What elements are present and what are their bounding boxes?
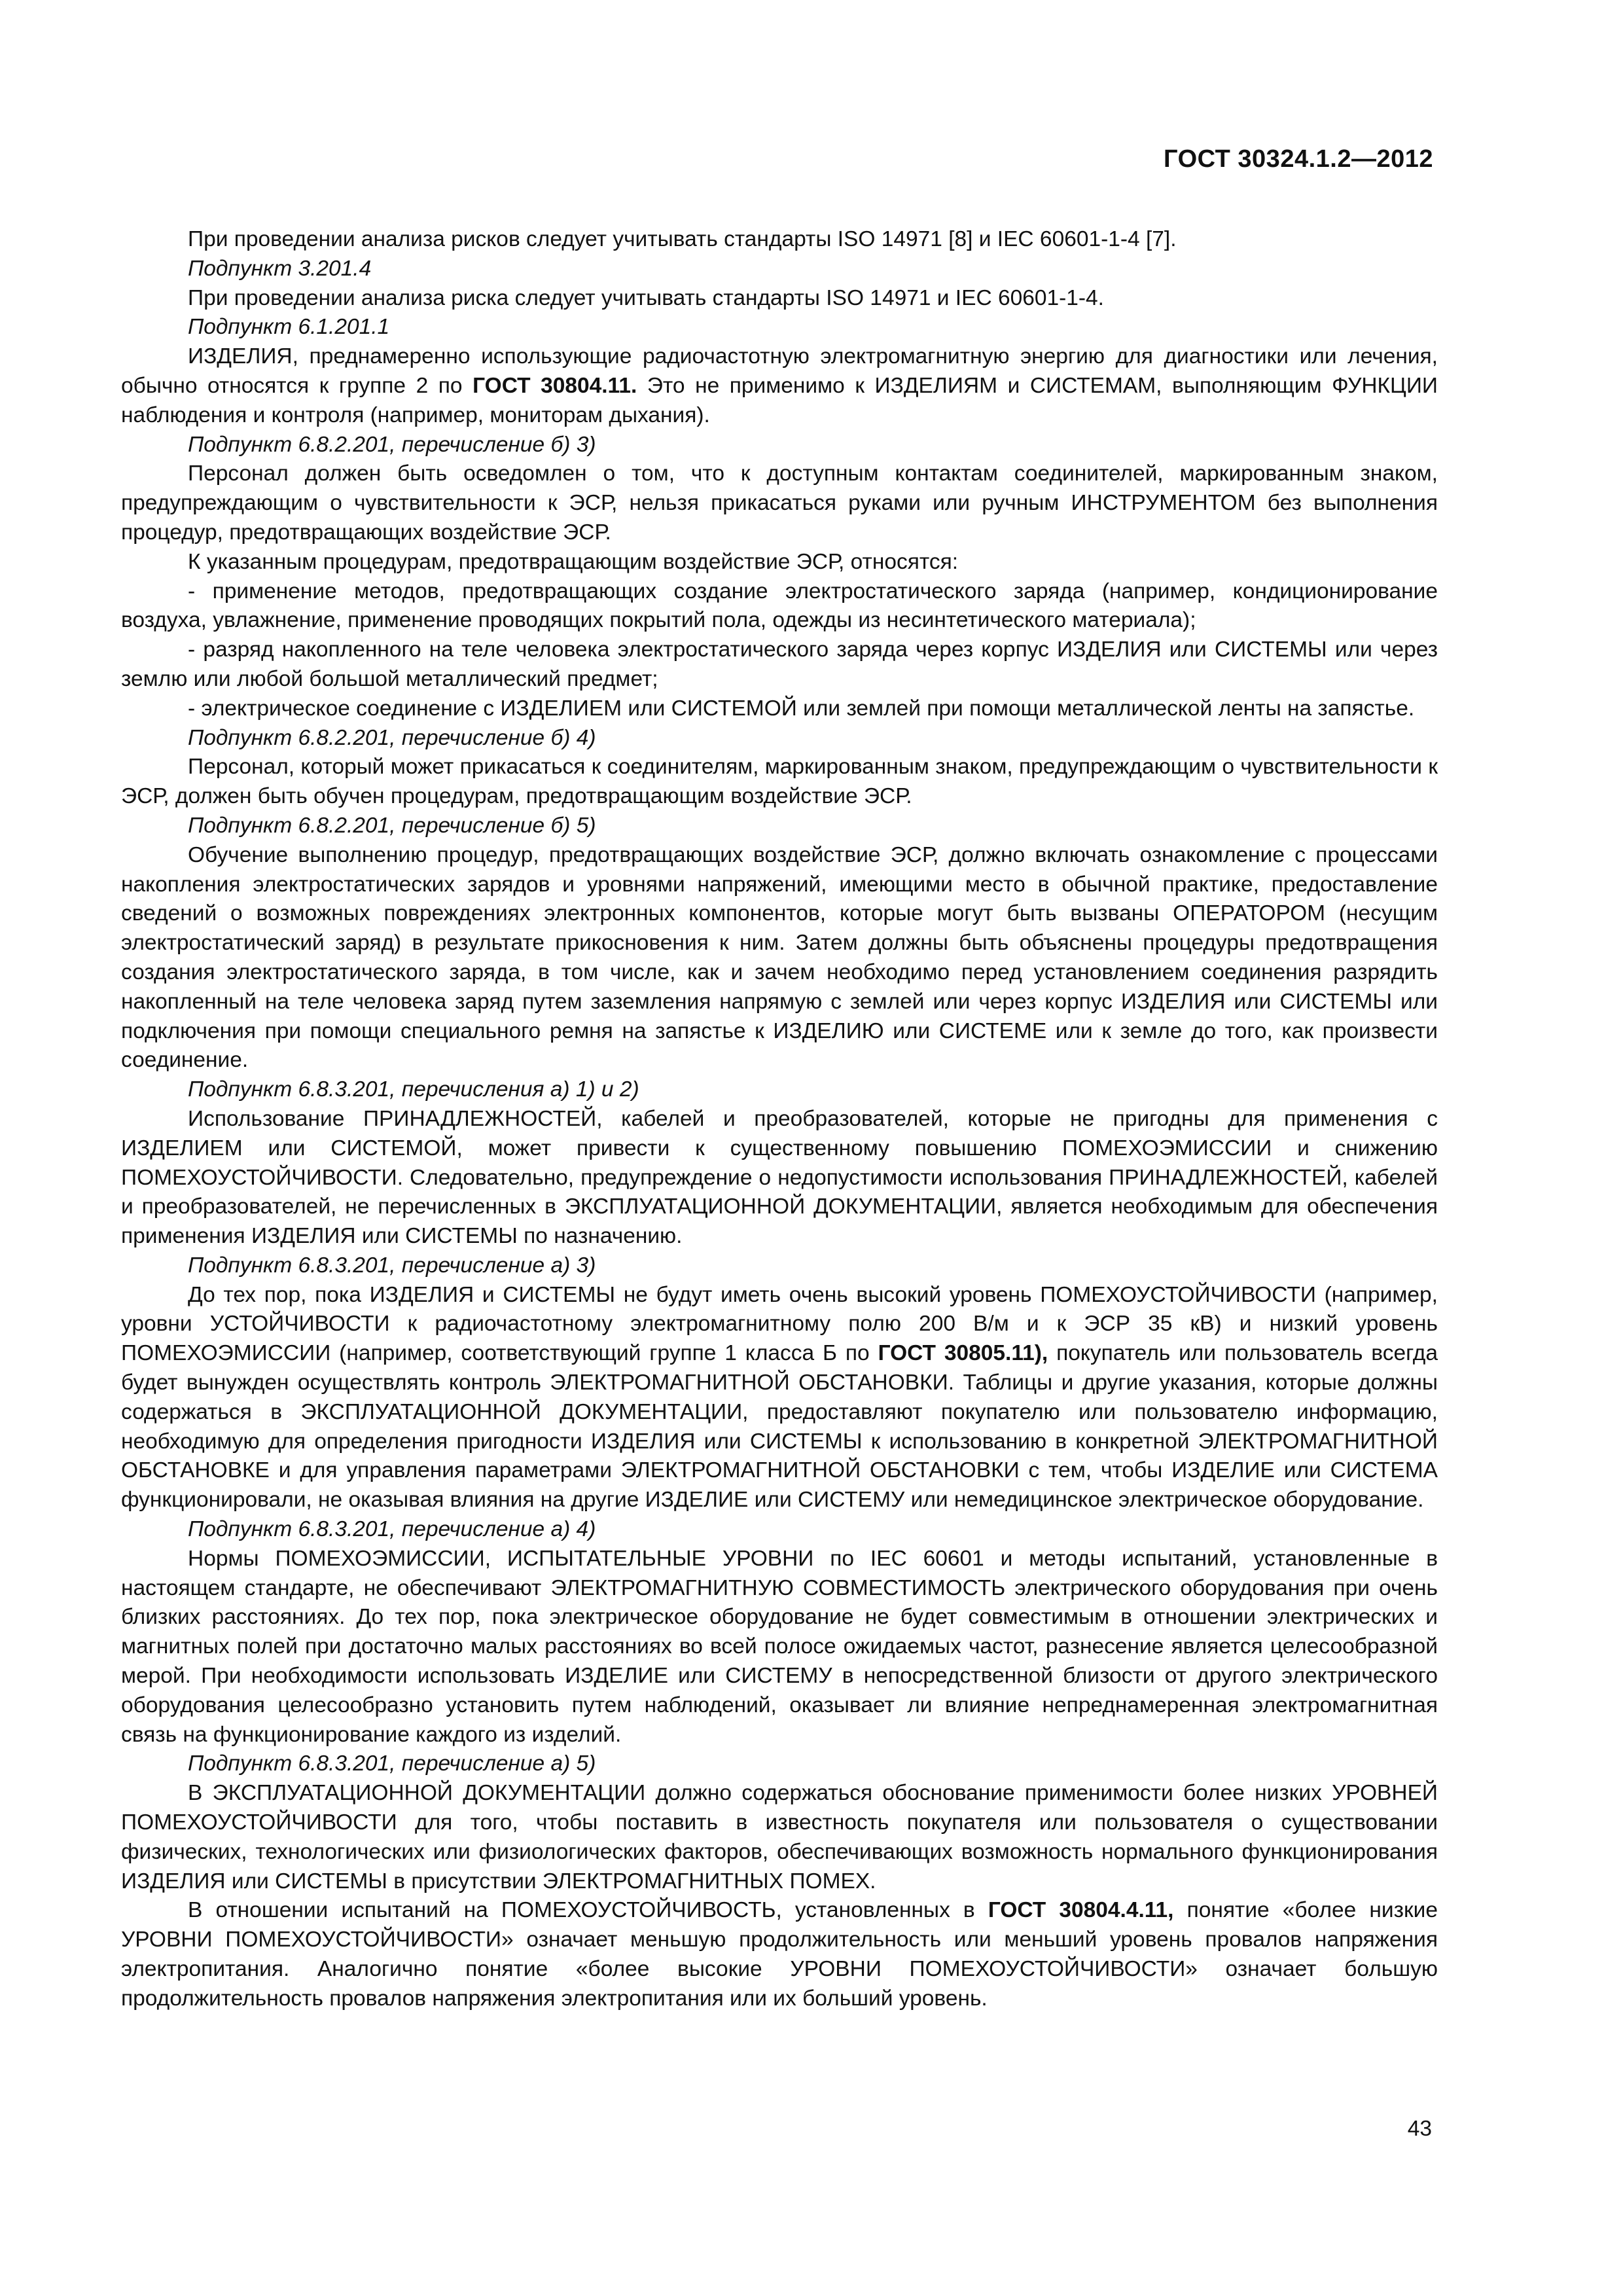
paragraph: Персонал должен быть осведомлен о том, что к доступным контактам соединителей, маркированным знаком, предупреждающим о чувствительности к ЭСР, нельзя прикасаться руками или ручным ИНСТРУМЕНТОМ без выполнения процедур, предотвращающих воздействие ЭСР. — [121, 461, 1438, 545]
standard-reference: ГОСТ 30804.11. — [473, 373, 637, 398]
subclause-heading: Подпункт 6.8.3.201, перечисление а) 3) — [188, 1253, 596, 1278]
paragraph-text: Это не применимо к ИЗДЕЛИЯМ и СИСТЕМАМ, выполняющим ФУНКЦИИ наблюдения и контроля (например, мониторам дыхания). — [121, 373, 1438, 427]
paragraph: При проведении анализа риска следует учитывать стандарты ISO 14971 и IEC 60601-1-4. — [188, 285, 1104, 310]
paragraph — [121, 342, 1438, 430]
list-item: - разряд накопленного на теле человека электростатического заряда через корпус ИЗДЕЛИЯ или СИСТЕМЫ или через землю или любой большой металлический предмет; — [121, 637, 1438, 691]
paragraph: Нормы ПОМЕХОЭМИССИИ, ИСПЫТАТЕЛЬНЫЕ УРОВНИ по IEC 60601 и методы испытаний, установленные в настоящем стандарте, не обеспечивают ЭЛЕКТРОМАГНИТНУЮ СОВМЕСТИМОСТЬ электрического оборудования при очень близких расстояниях. До тех пор, пока электрическое оборудование не будет совместимым в отношении электрических и магнитных полей при достаточно малых расстояниях во всей полосе ожидаемых частот, разнесение является целесообразной мерой. При необходимости использовать ИЗДЕЛИЕ или СИСТЕМУ в непосредственной близости от другого электрического оборудования целесообразно установить путем наблюдений, оказывает ли влияние непреднамеренная электромагнитная связь на функционирование каждого из изделий. — [121, 1546, 1438, 1747]
page-number: 43 — [1407, 2117, 1432, 2141]
paragraph: К указанным процедурам, предотвращающим воздействие ЭСР, относятся: — [188, 549, 959, 574]
paragraph: Персонал, который может прикасаться к соединителям, маркированным знаком, предупреждающим о чувствительности к ЭСР, должен быть обучен процедурам, предотвращающим воздействие ЭСР. — [121, 755, 1438, 809]
standard-reference: ГОСТ 30804.4.11, — [988, 1898, 1174, 1923]
subclause-heading: Подпункт 6.8.2.201, перечисление б) 3) — [188, 432, 596, 457]
subclause-heading: Подпункт 3.201.4 — [188, 256, 372, 281]
standard-reference: ГОСТ 30805.11), — [878, 1341, 1048, 1366]
list-item: - электрическое соединение с ИЗДЕЛИЕМ или СИСТЕМОЙ или землей при помощи металлической ленты на запястье. — [188, 696, 1415, 721]
subclause-heading: Подпункт 6.8.2.201, перечисление б) 4) — [188, 725, 596, 750]
list-item: - применение методов, предотвращающих создание электростатического заряда (например, кондиционирование воздуха, увлажнение, применение проводящих покрытий пола, одежды из несинтетического материала); — [121, 579, 1438, 633]
subclause-heading: Подпункт 6.8.3.201, перечисление а) 4) — [188, 1517, 596, 1542]
paragraph-text: В отношении испытаний на ПОМЕХОУСТОЙЧИВОСТЬ, установленных в — [188, 1898, 988, 1923]
subclause-heading: Подпункт 6.8.2.201, перечисление б) 5) — [188, 813, 596, 838]
paragraph: Обучение выполнению процедур, предотвращающих воздействие ЭСР, должно включать ознакомление с процессами накопления электростатических зарядов и уровнями напряжений, имеющими место в обычной практике, предоставление сведений о возможных повреждениях электронных компонентов, которые могут быть вызваны ОПЕРАТОРОМ (несущим электростатический заряд) в результате прикосновения к ним. Затем должны быть объяснены процедуры предотвращения создания электростатического заряда, в том числе, как и зачем необходимо перед установлением соединения разрядить накопленный на теле человека заряд путем заземления напрямую с землей или через корпус ИЗДЕЛИЯ или СИСТЕМЫ или подключения при помощи специального ремня на запястье к ИЗДЕЛИЮ или СИСТЕМЕ или к земле до того, как произвести соединение. — [121, 842, 1438, 1073]
subclause-heading: Подпункт 6.8.3.201, перечисления а) 1) и 2) — [188, 1077, 639, 1102]
paragraph-text: покупатель или пользователь всегда будет вынужден осуществлять контроль ЭЛЕКТРОМАГНИТНОЙ ОБСТАНОВКИ. Таблицы и другие указания, которые должны содержаться в ЭКСПЛУАТАЦИОННОЙ ДОКУМЕНТАЦИИ, предоставляют покупателю или пользователю информацию, необходимую для определения пригодности ИЗДЕЛИЯ или СИСТЕМЫ к использованию в конкретной ЭЛЕКТРОМАГНИТНОЙ ОБСТАНОВКЕ и для управления параметрами ЭЛЕКТРОМАГНИТНОЙ ОБСТАНОВКИ с тем, чтобы ИЗДЕЛИЕ или СИСТЕМА функционировали, не оказывая влияния на другие ИЗДЕЛИЕ или СИСТЕМУ или немедицинское электрическое оборудование. — [121, 1341, 1438, 1513]
paragraph: Использование ПРИНАДЛЕЖНОСТЕЙ, кабелей и преобразователей, которые не пригодны для применения с ИЗДЕЛИЕМ или СИСТЕМОЙ, может привести к существенному повышению ПОМЕХОЭМИССИИ и снижению ПОМЕХОУСТОЙЧИВОСТИ. Следовательно, предупреждение о недопустимости использования ПРИНАДЛЕЖНОСТЕЙ, кабелей и преобразователей, не перечисленных в ЭКСПЛУАТАЦИОННОЙ ДОКУМЕНТАЦИИ, является необходимым для обеспечения применения ИЗДЕЛИЯ или СИСТЕМЫ по назначению. — [121, 1106, 1438, 1249]
paragraph-text: ИЗДЕЛИЯ, преднамеренно использующие радиочастотную электромагнитную энергию для диагностики или лечения, обычно относятся к группе 2 по — [121, 344, 1438, 398]
paragraph: В ЭКСПЛУАТАЦИОННОЙ ДОКУМЕНТАЦИИ должно содержаться обоснование применимости более низких УРОВНЕЙ ПОМЕХОУСТОЙЧИВОСТИ для того, чтобы поставить в известность покупателя или пользователя о существовании физических, технологических или физиологических факторов, обеспечивающих возможность нормального функционирования ИЗДЕЛИЯ или СИСТЕМЫ в присутствии ЭЛЕКТРОМАГНИТНЫХ ПОМЕХ. — [121, 1781, 1438, 1893]
document-body — [121, 225, 1438, 2014]
paragraph-text: До тех пор, пока ИЗДЕЛИЯ и СИСТЕМЫ не будут иметь очень высокий уровень ПОМЕХОУСТОЙЧИВОСТИ (например, уровни УСТОЙЧИВОСТИ к радиочастотному электромагнитному полю 200 В/м и к ЭСР 35 кВ) и низкий уровень ПОМЕХОЭМИССИИ (например, соответствующий группе 1 класса Б по — [121, 1282, 1438, 1366]
paragraph-text: понятие «более низкие УРОВНИ ПОМЕХОУСТОЙЧИВОСТИ» означает меньшую продолжительность или меньший уровень провалов напряжения электропитания. Аналогично понятие «более высокие УРОВНИ ПОМЕХОУСТОЙЧИВОСТИ» означает большую продолжительность провалов напряжения электропитания или их больший уровень. — [121, 1898, 1438, 2011]
subclause-heading: Подпункт 6.1.201.1 — [188, 315, 390, 340]
paragraph: При проведении анализа рисков следует учитывать стандарты ISO 14971 [8] и IEC 60601-1-4 [7]. — [188, 227, 1177, 251]
standard-code-header: ГОСТ 30324.1.2—2012 — [1164, 145, 1433, 173]
subclause-heading: Подпункт 6.8.3.201, перечисление а) 5) — [188, 1751, 596, 1776]
paragraph — [121, 1896, 1438, 2013]
paragraph — [121, 1281, 1438, 1515]
